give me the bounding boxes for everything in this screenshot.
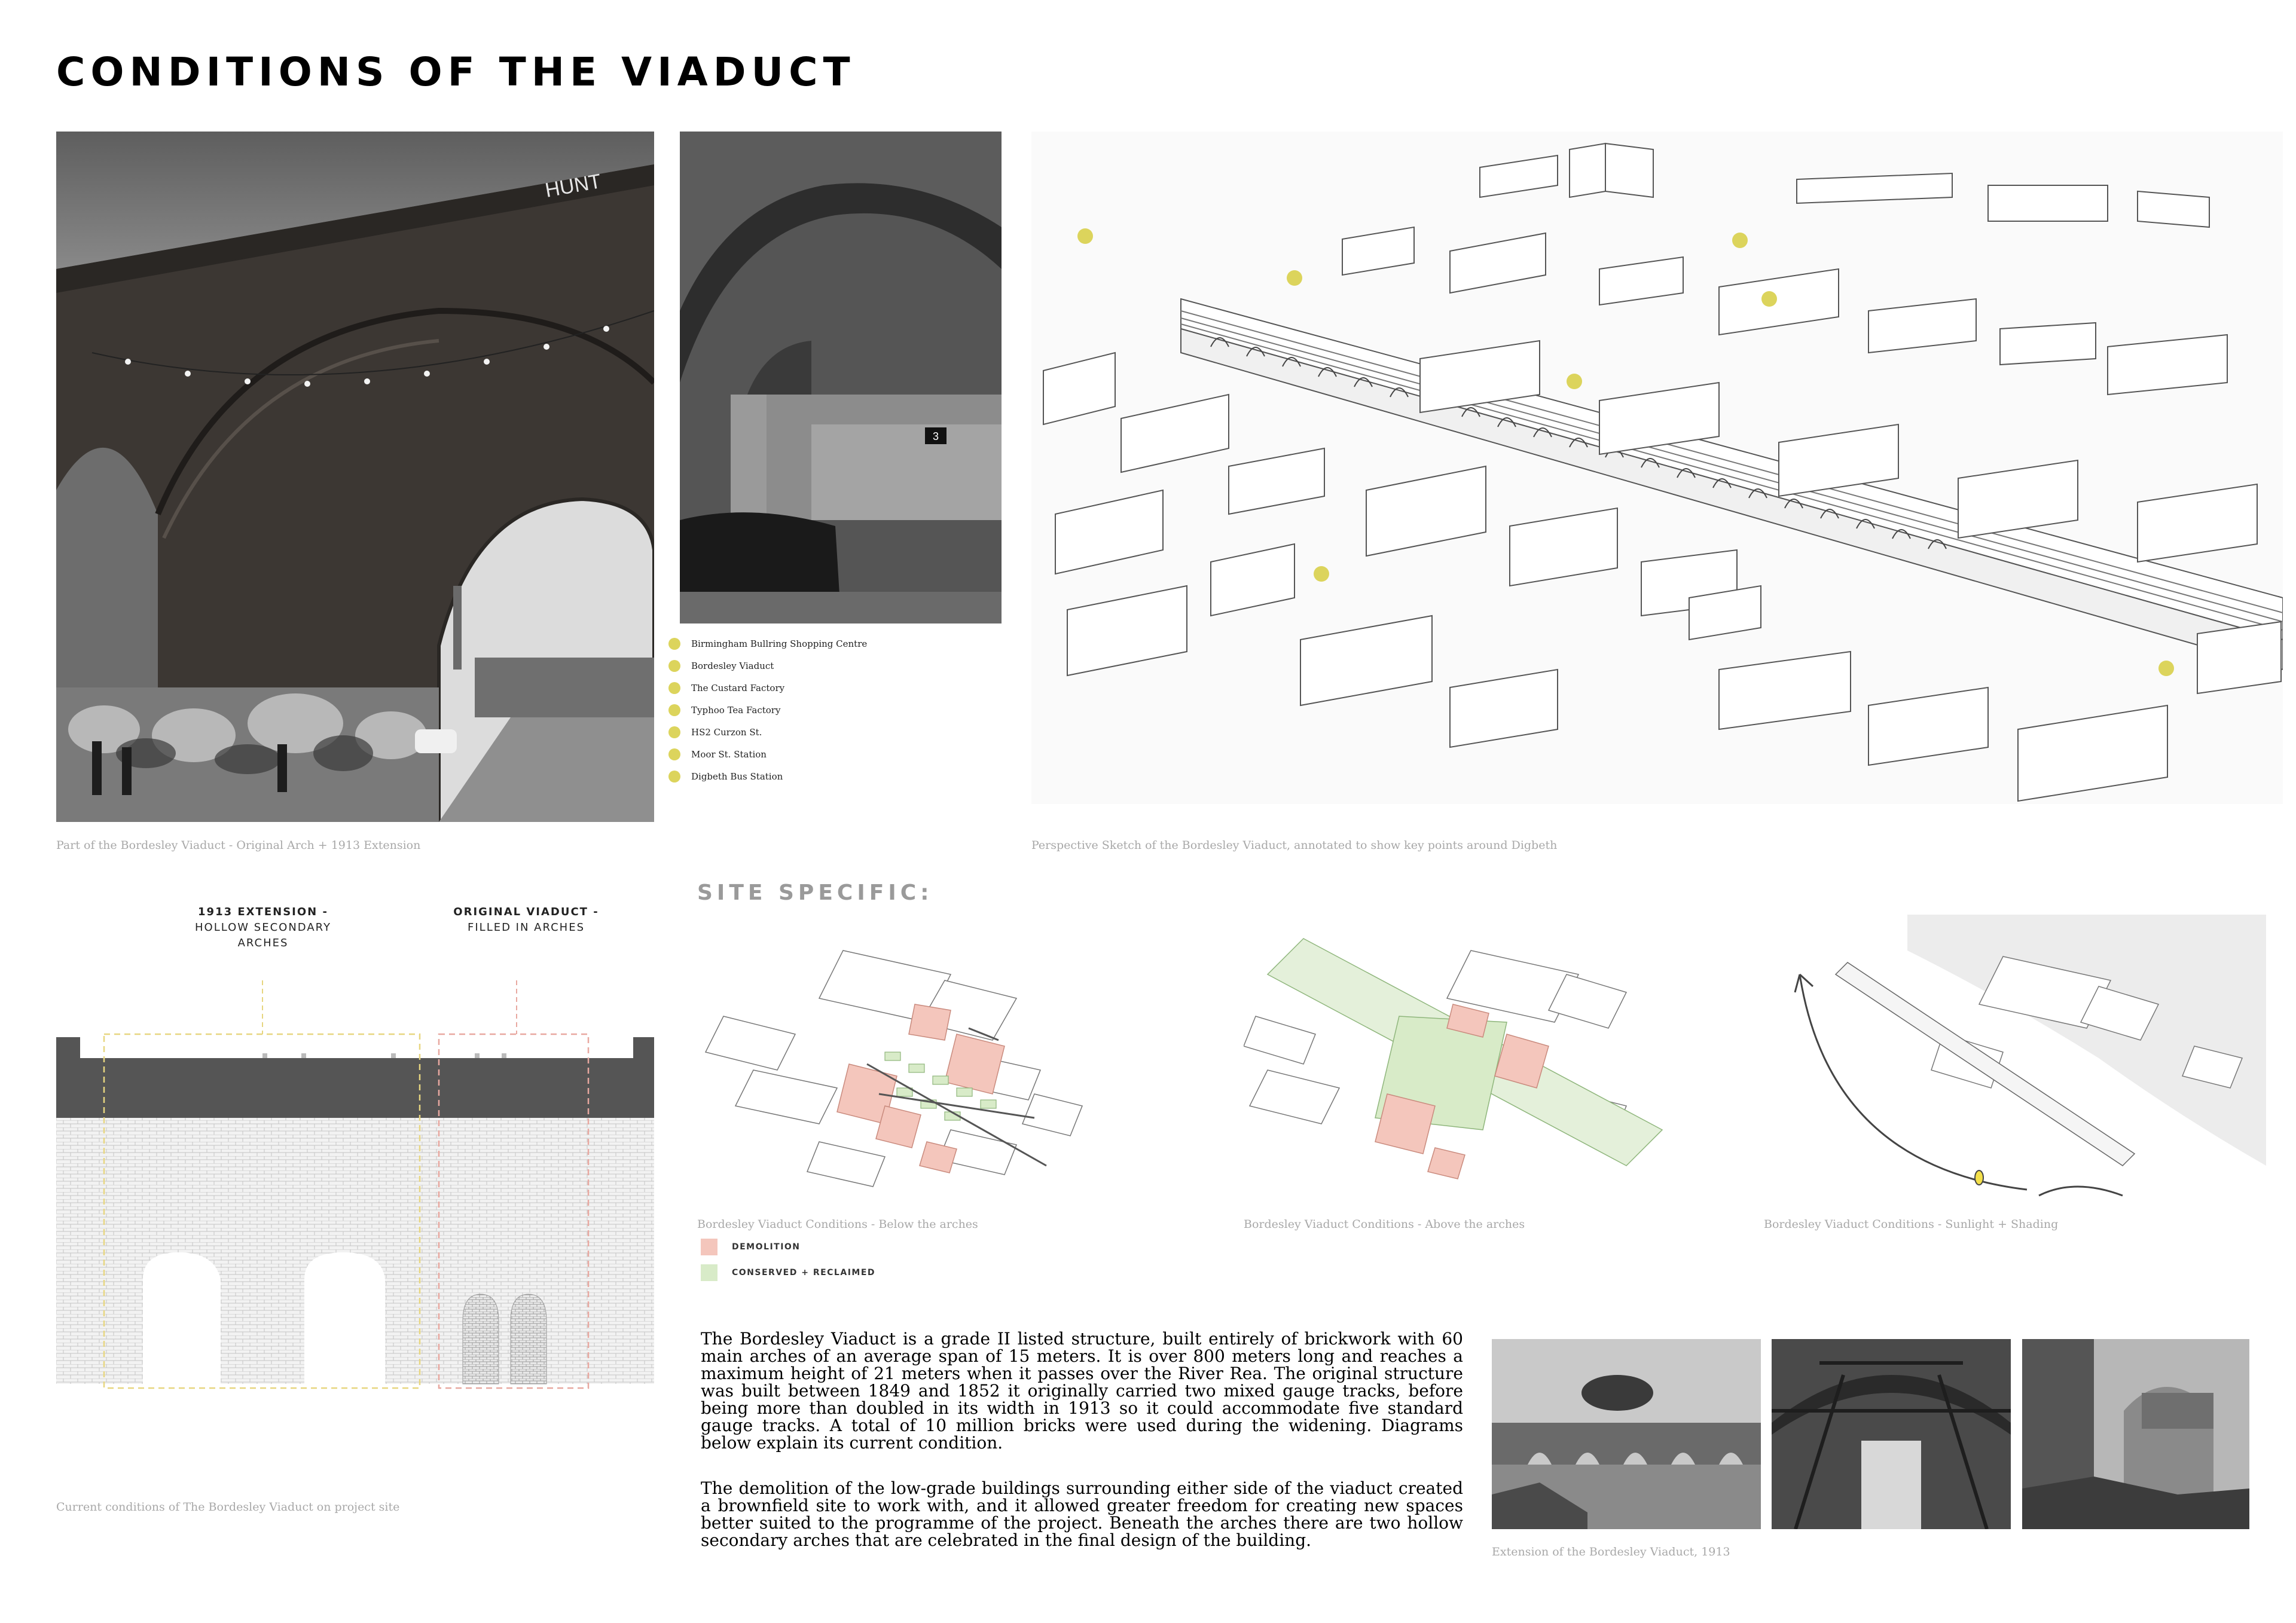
legend-item: Digbeth Bus Station [668, 765, 979, 787]
legend-conserved: CONSERVED + RECLAIMED [701, 1264, 875, 1281]
marker-7-icon [668, 771, 680, 783]
main-photo-caption: Part of the Bordesley Viaduct - Original Arch + 1913 Extension [56, 839, 421, 852]
diagram-above-arches [1244, 915, 1674, 1225]
description-paragraph-2: The demolition of the low-grade buildings surrounding either side of the viaduct created a brownfield site to work with, and it allowed greater freedom for creating new spaces better suited to the programme of the project. Beneath the arches there are two hollow secondary arches that are celebrated in the final design of the building. [701, 1478, 1463, 1550]
diagram-below-arches [700, 915, 1118, 1225]
legend-item: HS2 Curzon St. [668, 721, 979, 743]
marker-5-icon [668, 726, 680, 738]
diagram-caption-2: Bordesley Viaduct Conditions - Above the arches [1244, 1218, 1525, 1231]
historic-caption: Extension of the Bordesley Viaduct, 1913 [1492, 1545, 1730, 1558]
diagram-caption-1: Bordesley Viaduct Conditions - Below the arches [697, 1218, 978, 1231]
unit-number-label: 3 [932, 430, 939, 442]
key-points-legend [668, 632, 979, 787]
arch-interior-photo [680, 132, 1002, 623]
original-viaduct-label: ORIGINAL VIADUCT - FILLED IN ARCHES [453, 906, 599, 934]
graffiti-text: HUNT [543, 170, 603, 202]
diagram-caption-3: Bordesley Viaduct Conditions - Sunlight + Shading [1764, 1218, 2059, 1231]
description-paragraph-1: The Bordesley Viaduct is a grade II listed structure, built entirely of brickwork with 60 main arches of an average span of 15 meters. It is over 800 meters long and reaches a maximum height of 21 meters when it passes over the River Rea. The original structure was built between 1849 and 1852 it originally carried two mixed gauge tracks, before being more than doubled in its width in 1913 so it could accommodate five standard gauge tracks. A total of 10 million bricks were used during the widening. Diagrams below explain its current condition. [701, 1329, 1463, 1453]
marker-4-icon [668, 704, 680, 716]
sketch-caption: Perspective Sketch of the Bordesley Viaduct, annotated to show key points around Digbeth [1031, 839, 1558, 852]
legend-demolition: DEMOLITION [701, 1239, 801, 1255]
legend-item: Typhoo Tea Factory [668, 699, 979, 721]
marker-3-icon [668, 682, 680, 694]
historic-photo-2 [1772, 1339, 2011, 1529]
viaduct-arch-photo [56, 132, 654, 822]
historic-photo-3 [2022, 1339, 2249, 1529]
conserved-swatch-icon [701, 1264, 718, 1281]
sun-icon [1975, 1170, 1983, 1185]
viaduct-elevation-drawing [56, 962, 654, 1465]
legend-item: Moor St. Station [668, 743, 979, 765]
diagram-sunlight-shading [1764, 915, 2266, 1225]
marker-6-icon [668, 748, 680, 760]
marker-2-icon [668, 660, 680, 672]
elevation-caption: Current conditions of The Bordesley Viaduct on project site [56, 1500, 400, 1514]
perspective-sketch [1031, 132, 2283, 804]
site-specific-title: SITE SPECIFIC: [697, 881, 933, 905]
legend-item: The Custard Factory [668, 677, 979, 699]
demolition-swatch-icon [701, 1239, 718, 1255]
legend-item: Bordesley Viaduct [668, 655, 979, 677]
marker-1-icon [668, 638, 680, 650]
legend-item: Birmingham Bullring Shopping Centre [668, 632, 979, 655]
extension-label: 1913 EXTENSION - HOLLOW SECONDARY ARCHES [194, 906, 331, 949]
page-title: CONDITIONS OF THE VIADUCT [56, 49, 856, 95]
historic-photo-1 [1492, 1339, 1761, 1529]
